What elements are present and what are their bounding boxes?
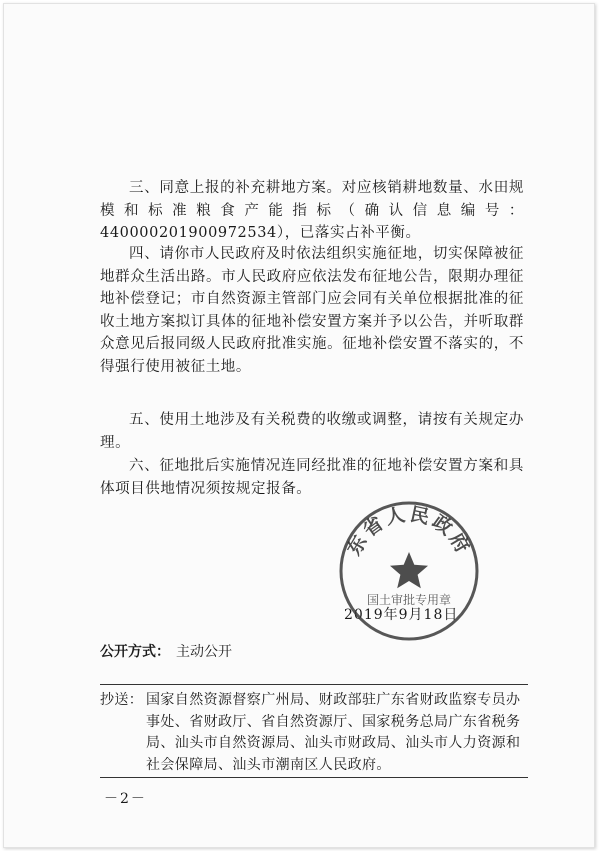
publication-label: 公开方式： [100,644,170,660]
page-number: －2－ [104,791,147,807]
paragraph-item-5: 五、使用土地涉及有关税费的收缴或调整，请按有关规定办理。 [100,412,524,451]
cc-recipients: 国家自然资源督察广州局、财政部驻广东省财政监察专员办事处、省财政厅、省自然资源厅、国家税务总局广东省税务局、汕头市自然资源局、汕头市财政局、汕头市人力资源和社会保障局、汕头市潮南区人民政府。 [146,692,521,773]
divider-bottom [100,777,528,778]
seal-top-text: 东省人民政府 [343,503,475,560]
publication-method [100,641,232,661]
paragraph-item-6: 六、征地批后实施情况连同经批准的征地补偿安置方案和具体项目供地情况须按规定报备。 [100,458,524,497]
seal-star-icon [390,552,428,588]
document-page [3,3,595,848]
official-seal [334,496,484,646]
paragraph-item-4: 四、请你市人民政府及时依法组织实施征地，切实保障被征地群众生活出路。市人民政府应依法发布征地公告，限期办理征地补偿登记；市自然资源主管部门应会同有关单位根据批准的征收土地方案拟订具体的征地补偿安置方案并予以公告，并听取群众意见后报同级人民政府批准实施。征地补偿安置不落实的，不得强行使用被征土地。 [100,246,524,375]
divider-top [100,684,528,685]
issue-date: 2019年9月18日 [344,607,459,623]
cc-label: 抄送： [100,692,144,708]
publication-value: 主动公开 [176,644,232,660]
seal-bottom-text: 国土审批专用章 [366,593,452,607]
cc-block [100,690,526,776]
paragraph-item-3: 三、同意上报的补充耕地方案。对应核销耕地数量、水田规模和标准粮食产能指标（确认信息编号：440000201900972534），已落实占补平衡。 [100,180,524,241]
